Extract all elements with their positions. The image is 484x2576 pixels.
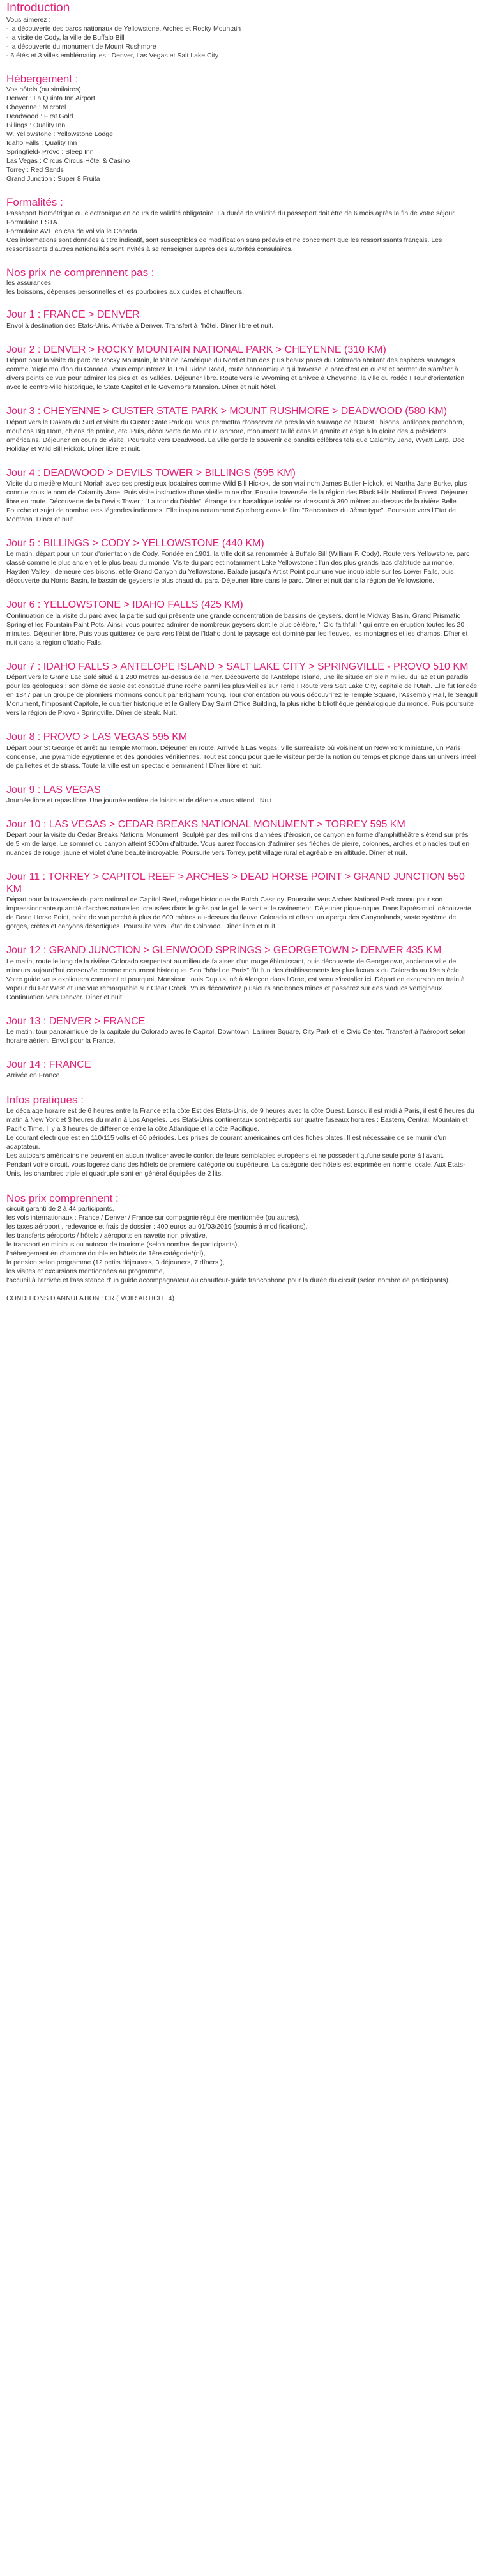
day-text: Départ vers le Dakota du Sud et visite du Custer State Park qui vous permettra d'observer de près la vie sauvage de l'Ouest : bisons, antilopes pronghorn, mouflons Big Horn, chiens de prairie, etc. Puis, découverte de Mount Rushmore, monument taillé dans le granite et érigé à la gloire des 4 présidents américains. Déjeuner en cours de visite. Poursuite vers Deadwood. La ville garde le souvenir de bandits célèbres tels que Calamity Jane, Wyatt Earp, Doc Holiday et Wild Bill Hickok. Dîner libre et nuit. bbox=[6, 418, 465, 453]
conditions-text: CONDITIONS D'ANNULATION : CR ( VOIR ARTICLE 4) bbox=[6, 1294, 174, 1303]
hebergement-title: Hébergement : bbox=[6, 72, 79, 85]
hotel-line: Vos hôtels (ou similaires) bbox=[6, 86, 81, 94]
day-text: Départ pour la visite du parc de Rocky Mountain, le toit de l'Amérique du Nord et l'un des plus beaux parcs du Colorado abritant des espèces sauvages comme l'aigle mouflon du Canada. Vous emprunterez la Trail Ridge Road, route panoramique qui traverse le parc d'est en ouest et permet de s'arrêter à divers points de vue pour admirer les pics et les vallées. Déjeuner libre. Route vers le Wyoming et arrivée à Cheyenne, la ville du rodéo ! Tour d'orientation avec le centre-ville historique, le State Capitol et le Governor's Mansion. Dîner et nuit hôtel. bbox=[6, 356, 465, 392]
hotel-line: Cheyenne : Microtel bbox=[6, 103, 66, 112]
hotel-line: Torrey : Red Sands bbox=[6, 166, 64, 174]
day-title: Jour 8 : PROVO > LAS VEGAS 595 KM bbox=[6, 732, 188, 743]
day-section bbox=[6, 945, 478, 1001]
formalites-text: Passeport biométrique ou électronique en cours de validité obligatoire. La durée de validité du passeport doit être de 6 mois après la fin de votre séjour. Formulaire ESTA. Formulaire AVE en cas de vol via le Canada. Ces informations sont données à titre indicatif, sont susceptibles de modification sans préavis et ne concernent que les ressortissants français. Les ressortissants d'autres nationalités sont invités à se renseigner auprès des autorités consulaires. bbox=[6, 209, 456, 253]
day-text: Le matin, route le long de la rivière Colorado serpentant au milieu de falaises d'un rouge éblouissant, puis découverte de Georgetown, ancienne ville de mineurs aujourd'hui conservée comme monument historique. Son "hôtel de Paris" fût l'un des établissements les plus luxueux du Colorado au 19e siècle. Votre guide vous expliquera comment et pourquoi, Monsieur Louis Dupuis, né à Alençon dans l'Orne, est venu s'installer ici. Départ en excursion en train à vapeur du Far West et une vue remarquable sur Clear Creek. Vous découvrirez plusieurs anciennes mines et passerez sur des viaducs vertigineux. Continuation vers Denver. Dîner et nuit. bbox=[6, 957, 465, 1001]
hotel-line: Denver : La Quinta Inn Airport bbox=[6, 95, 95, 103]
infos-text: Le décalage horaire est de 6 heures entre la France et la côte Est des Etats-Unis, de 9 heures avec la côte Ouest. Lorsqu'il est midi à Paris, il est 6 heures du matin à New York et 3 heures du matin à Los Angeles. Les Etats-Unis continentaux sont répartis sur quatre fuseaux horaires : Eastern, Central, Mountain et Pacific Time. Il y a 3 heures de différence entre la côte Atlantique et la côte Pacifique. Le courant électrique est en 110/115 volts et 60 périodes. Les prises de courant américaines ont des fiches plates. Il est nécessaire de se munir d'un adaptateur. Les autocars américains ne peuvent en aucun rivaliser avec le confort de leurs semblables européens et ne possèdent qu'une seule porte à l'avant. Pendant votre circuit, vous logerez dans des hôtels de première catégorie ou supérieure. La catégorie des hôtels est exprimée en norme locale. Aux Etats-Unis, les chambres triple et quadruple sont en général équipées de 2 lits. bbox=[6, 1107, 474, 1177]
hotel-list bbox=[6, 85, 478, 183]
hotel-line: Deadwood : First Gold bbox=[6, 112, 73, 121]
hotel-line: Grand Junction : Super 8 Fruita bbox=[6, 175, 100, 183]
day-section bbox=[6, 1016, 478, 1045]
formalites-title: Formalités : bbox=[6, 196, 63, 209]
day-text: Le matin, tour panoramique de la capitale du Colorado avec le Capitol, Downtown, Larimer Square, City Park et le Civic Center. Transfert à l'aéroport selon horaire aérien. Envol pour la France. bbox=[6, 1027, 466, 1045]
day-section bbox=[6, 406, 478, 453]
non-compris-section bbox=[6, 266, 478, 297]
day-text: Le matin, départ pour un tour d'orientation de Cody. Fondée en 1901, la ville doit sa renommée à Buffalo Bill (William F. Cody). Route vers Yellowstone, parc classé comme le plus ancien et le plus beau du monde. Visite du parc est notamment Lake Yellowstone : l'un des plus grands lacs d'altitude au monde, Hayden Valley : demeure des bisons, et le Grand Canyon du Yellowstone. Balade jusqu'à Artist Point pour une vue inoubliable sur les Lower Falls, puis découverte du Norris Basin, le bassin de geysers le plus chaud du parc. Déjeuner libre dans le parc. Dîner et nuit dans la région de Yellowstone. bbox=[6, 550, 470, 585]
day-section bbox=[6, 309, 478, 330]
day-text: Visite du cimetière Mount Moriah avec ses prestigieux locataires comme Wild Bill Hickok, de son vrai nom James Butler Hickok, et Martha Jane Burke, plus connue sous le nom de Calamity Jane. Puis visite instructive d'une vieille mine d'or. Ensuite traversée de la région des Black Hills National Forest. Déjeuner libre en route. Découverte de la Devils Tower : "La tour du Diable", étrange tour basaltique isolée se dressant à 390 mètres au-dessus de la rivière Belle Fourche et sujet de nombreuses légendes indiennes. Elle inspira notamment Spielberg dans le film "Rencontres du 3ème type". Poursuite vers l'Etat de Montana. Dîner et nuit. bbox=[6, 480, 469, 524]
intro-line: Vous aimerez : bbox=[6, 15, 51, 24]
day-section bbox=[6, 819, 478, 857]
compris-section bbox=[6, 1192, 478, 1303]
intro-line: - la découverte des parcs nationaux de Yellowstone, Arches et Rocky Mountain bbox=[6, 24, 241, 33]
compris-title: Nos prix comprennent : bbox=[6, 1192, 119, 1204]
infos-section bbox=[6, 1094, 478, 1178]
day-title: Jour 7 : IDAHO FALLS > ANTELOPE ISLAND > SALT LAKE CITY > SPRINGVILLE - PROVO 510 KM bbox=[6, 661, 469, 672]
day-section bbox=[6, 661, 478, 717]
hebergement-section bbox=[6, 73, 478, 184]
intro-list bbox=[6, 15, 478, 60]
day-section bbox=[6, 732, 478, 770]
non-compris-text: les assurances, les boissons, dépenses personnelles et les pourboires aux guides et chauffeurs. bbox=[6, 279, 245, 296]
day-text: Départ pour la traversée du parc national de Capitol Reef, refuge historique de Butch Cassidy. Poursuite vers Arches National Park connu pour son impressionnante quantité d'arches naturelles, creusées dans le grès par le gel, le vent et le ravinement. Déjeuner pique-nique. Dans l'après-midi, découverte de Dead Horse Point, point de vue perché à plus de 600 mètres au-dessus du fleuve Colorado et offrant un aperçu des Canyonlands, vaste système de gorges, crêtes et canyons désertiques. Poursuite vers l'état de Colorado. Dîner libre et nuit. bbox=[6, 896, 471, 931]
compris-text: circuit garanti de 2 à 44 participants, les vols internationaux : France / Denver / France sur compagnie régulière mentionnée (ou autres), les taxes aéroport , redevance et frais de dossier : 400 euros au 01/03/2019 (soumis à modifications), les transferts aéroports / hôtels / aéroports en navette non privative, le transport en minibus ou autocar de tourisme (selon nombre de participants), l'hébergement en chambre double en hôtels de 1ère catégorie*(nl), la pension selon programme (12 petits déjeuners, 3 déjeuners, 7 dîners ), les visites et excursions mentionnées au programme, l'accueil à l'arrivée et l'assistance d'un guide accompagnateur ou chauffeur-guide francophone pour la durée du circuit (selon nombre de participants). bbox=[6, 1205, 450, 1285]
day-text: Départ vers le Grand Lac Salé situé à 1 280 mètres au-dessus de la mer. Découverte de l'Antelope Island, une île située en plein milieu du lac et un paradis pour les géologues : son dôme de sable est constitué d'une roche parmi les plus vieilles sur Terre ! Route vers Salt Lake City, capitale de l'Utah. Elle fut fondée en 1847 par un groupe de pionniers mormons conduit par Brigham Young. Tour d'orientation où vous découvrirez le Temple Square, l'Assembly Hall, le Seagull Monument, l'imposant Capitole, le quartier historique et le Gallery Day Saint Office Building, la plus riche bibliothèque généalogique du monde. Puis poursuite vers la région de Provo - Springville. Dîner de steak. Nuit. bbox=[6, 673, 478, 717]
day-section bbox=[6, 1059, 478, 1080]
day-title: Jour 5 : BILLINGS > CODY > YELLOWSTONE (440 KM) bbox=[6, 538, 264, 549]
day-title: Jour 3 : CHEYENNE > CUSTER STATE PARK > MOUNT RUSHMORE > DEADWOOD (580 KM) bbox=[6, 406, 448, 417]
day-title: Jour 6 : YELLOWSTONE > IDAHO FALLS (425 KM) bbox=[6, 599, 243, 611]
day-text: Départ pour la visite du Cedar Breaks National Monument. Sculpté par des millions d'années d'érosion, ce canyon en forme d'amphithéâtre s'étend sur près de 5 km de large. Le sommet du canyon atteint 3000m d'altitude. Vous aurez l'occasion d'admirer ses flèches de pierre, colonnes, arches et pinacles tout en nuances de rouge, jaune et violet d'une beauté incroyable. Poursuite vers Torrey, petit village rural et agréable en altitude. Dîner et nuit. bbox=[6, 831, 470, 857]
day-title: Jour 14 : FRANCE bbox=[6, 1059, 91, 1070]
day-section bbox=[6, 538, 478, 585]
day-section bbox=[6, 599, 478, 647]
intro-line: - 6 étés et 3 villes emblématiques : Denver, Las Vegas et Salt Lake City bbox=[6, 51, 219, 59]
day-title: Jour 9 : LAS VEGAS bbox=[6, 784, 101, 795]
hotel-line: Billings : Quality Inn bbox=[6, 121, 66, 130]
day-text: Continuation de la visite du parc avec la partie sud qui présente une grande concentration de bassins de geysers, dont le Midway Basin, Grand Prismatic Spring et les Fountain Paint Pots. Ainsi, vous pourrez admirer de nombreux geysers dont le plus célèbre, " Old faithfull " qui entre en éruption toutes les 20 minutes. Déjeuner libre. Puis vous quitterez ce parc vers l'état de l'Idaho dont le paysage est dominé par les fleuves, les montagnes et les champs. Dîner et nuit dans la région d'Idaho Falls. bbox=[6, 611, 468, 647]
day-text: Envol à destination des Etats-Unis. Arrivée à Denver. Transfert à l'hôtel. Dîner libre et nuit. bbox=[6, 321, 274, 330]
day-title: Jour 4 : DEADWOOD > DEVILS TOWER > BILLINGS (595 KM) bbox=[6, 467, 296, 479]
intro-line: - la découverte du monument de Mount Rushmore bbox=[6, 42, 156, 50]
day-text: Départ pour St George et arrêt au Temple Mormon. Déjeuner en route. Arrivée à Las Vegas, ville surréaliste où voisinent un New-York miniature, un Paris condensé, une pyramide égyptienne et des gondoles vénitiennes. Tout est conçu pour que le visiteur perde la notion du temps et plonge dans un univers irréel de paillettes et de strass. Toute la ville est un spectacle permanent ! Dîner libre et nuit. bbox=[6, 744, 476, 770]
hotel-line: W. Yellowstone : Yellowstone Lodge bbox=[6, 130, 113, 139]
non-compris-title: Nos prix ne comprennent pas : bbox=[6, 266, 155, 279]
day-section bbox=[6, 344, 478, 392]
hotel-line: Springfield- Provo : Sleep Inn bbox=[6, 148, 94, 157]
day-title: Jour 10 : LAS VEGAS > CEDAR BREAKS NATIONAL MONUMENT > TORREY 595 KM bbox=[6, 819, 405, 830]
formalites-section bbox=[6, 196, 478, 254]
day-text: Arrivée en France. bbox=[6, 1071, 62, 1080]
day-title: Jour 2 : DENVER > ROCKY MOUNTAIN NATIONAL PARK > CHEYENNE (310 KM) bbox=[6, 344, 386, 355]
day-title: Jour 11 : TORREY > CAPITOL REEF > ARCHES > DEAD HORSE POINT > GRAND JUNCTION 550 KM bbox=[6, 871, 465, 894]
day-title: Jour 12 : GRAND JUNCTION > GLENWOOD SPRINGS > GEORGETOWN > DENVER 435 KM bbox=[6, 945, 442, 956]
hotel-line: Las Vegas : Circus Circus Hôtel & Casino bbox=[6, 157, 130, 165]
day-section bbox=[6, 785, 478, 805]
intro-line: - la visite de Cody, la ville de Buffalo Bill bbox=[6, 33, 125, 42]
day-text: Journée libre et repas libre. Une journée entière de loisirs et de détente vous attend ! Nuit. bbox=[6, 797, 274, 804]
day-section bbox=[6, 468, 478, 524]
hotel-line: Idaho Falls : Quality Inn bbox=[6, 139, 77, 148]
intro-section bbox=[6, 0, 478, 60]
day-section bbox=[6, 871, 478, 931]
intro-title: Introduction bbox=[6, 1, 70, 15]
infos-title: Infos pratiques : bbox=[6, 1094, 84, 1107]
day-title: Jour 13 : DENVER > FRANCE bbox=[6, 1015, 146, 1027]
day-title: Jour 1 : FRANCE > DENVER bbox=[6, 309, 140, 321]
